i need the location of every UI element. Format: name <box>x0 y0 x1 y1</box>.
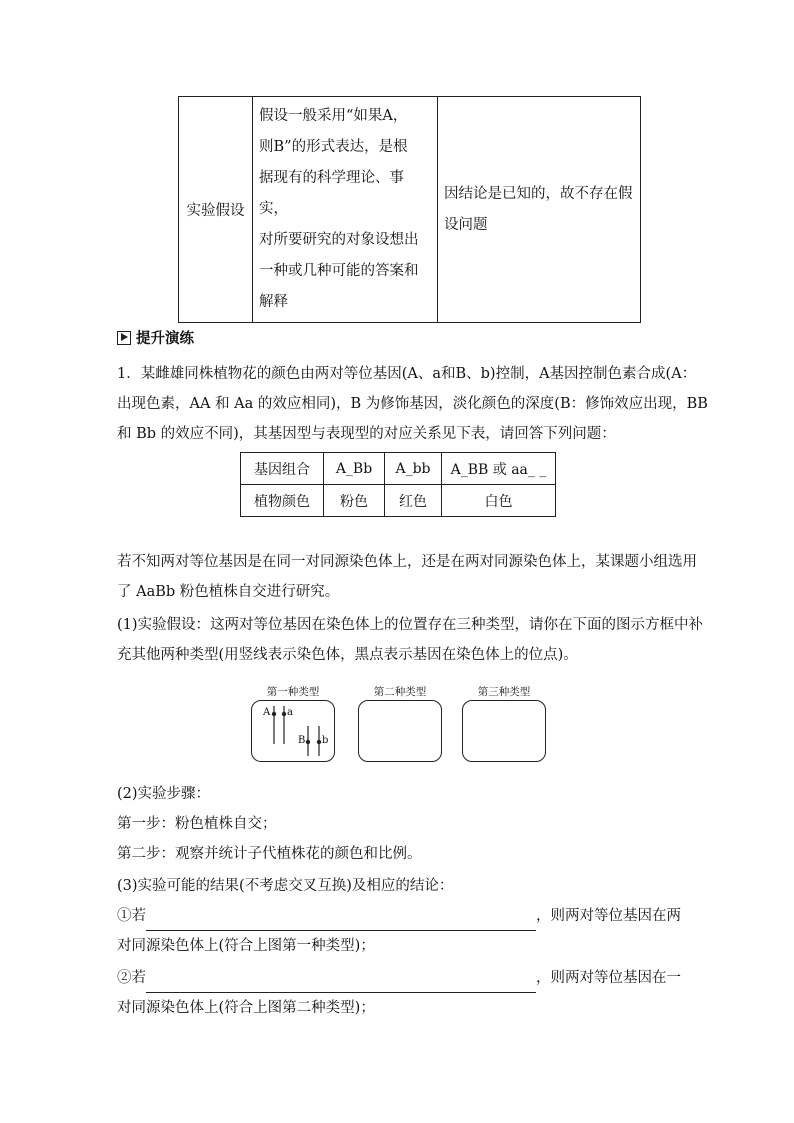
hypothesis-line: 则B”的形式表达，是根 <box>259 139 408 155</box>
table-cell: 基因组合 <box>241 453 324 485</box>
type1-box <box>251 700 335 762</box>
hypothesis-note-line: 设问题 <box>444 216 488 233</box>
genotype-table <box>240 452 556 517</box>
result-2 <box>117 964 687 993</box>
part2-title: (2)实验步骤： <box>117 786 211 802</box>
result-2-prefix: ②若 <box>117 970 146 986</box>
table-cell: 植物颜色 <box>241 485 324 517</box>
part2-step2: 第二步：观察并统计子代植株花的颜色和比例。 <box>117 846 422 862</box>
gene-label-B: B <box>298 735 306 746</box>
gene-label-b: b <box>322 735 329 746</box>
result-1 <box>117 902 687 931</box>
result-1-suffix: ，则两对等位基因在两 <box>536 908 681 924</box>
hypothesis-note <box>438 97 641 323</box>
hypothesis-description <box>253 97 438 323</box>
part1-line-2: 充其他两种类型(用竖线表示染色体，黑点表示基因在染色体上的位点)。 <box>117 647 578 663</box>
question-line-1: 1．某雌雄同株植物花的颜色由两对等位基因(A、a和B、b)控制，A基因控制色素合成(A： <box>117 366 697 382</box>
paragraph-line-1: 若不知两对等位基因是在同一对同源染色体上，还是在两对同源染色体上，某课题小组选用 <box>117 554 697 570</box>
result-1-line-2: 对同源染色体上(符合上图第一种类型)； <box>117 938 375 954</box>
section-title: 提升演练 <box>136 331 194 347</box>
table-cell: 白色 <box>442 485 556 517</box>
type1-label: 第一种类型 <box>266 686 320 698</box>
type2-box[interactable] <box>358 700 442 762</box>
hypothesis-label: 实验假设 <box>179 97 253 323</box>
hypothesis-line: 一种或几种可能的答案和 <box>259 263 419 279</box>
hypothesis-line: 据现有的科学理论、事实， <box>259 170 404 217</box>
table-cell: 粉色 <box>324 485 385 517</box>
gene-label-A: A <box>263 707 271 718</box>
answer-blank-1[interactable] <box>146 912 536 931</box>
type3-label: 第三种类型 <box>477 686 531 698</box>
answer-blank-2[interactable] <box>146 974 536 993</box>
section-header <box>117 327 194 348</box>
type3-box[interactable] <box>462 700 546 762</box>
hypothesis-table <box>178 96 641 323</box>
table-cell: 红色 <box>385 485 442 517</box>
table-cell: A_Bb <box>324 453 385 485</box>
hypothesis-note-line: 因结论是已知的，故不存在假 <box>444 185 633 202</box>
part3-title: (3)实验可能的结果(不考虑交叉互换)及相应的结论： <box>117 878 454 894</box>
table-row <box>241 453 556 485</box>
play-triangle-icon <box>117 331 131 345</box>
part2-step1: 第一步：粉色植株自交； <box>117 816 277 832</box>
table-cell: A_bb <box>385 453 442 485</box>
result-2-suffix: ，则两对等位基因在一 <box>536 970 681 986</box>
result-1-prefix: ①若 <box>117 908 146 924</box>
hypothesis-line: 对所要研究的对象设想出 <box>259 232 419 248</box>
part1-line-1: (1)实验假设：这两对等位基因在染色体上的位置存在三种类型，请你在下面的图示方框中补 <box>117 617 704 633</box>
table-row <box>241 485 556 517</box>
type2-label: 第二种类型 <box>373 686 427 698</box>
hypothesis-line: 解释 <box>259 294 288 310</box>
table-cell: A_BB 或 aa_ _ <box>442 453 556 485</box>
hypothesis-line: 假设一般采用“如果A， <box>259 108 408 124</box>
gene-label-a: a <box>287 707 293 718</box>
question-line-3: 和 Bb 的效应不同)，其基因型与表现型的对应关系见下表，请回答下列问题： <box>117 426 616 442</box>
result-2-line-2: 对同源染色体上(符合上图第二种类型)； <box>117 1000 375 1016</box>
paragraph-line-2: 了 AaBb 粉色植株自交进行研究。 <box>117 584 340 600</box>
question-line-2: 出现色素，AA 和 Aa 的效应相同)，B 为修饰基因，淡化颜色的深度(B：修饰效应出现，BB <box>117 396 708 412</box>
